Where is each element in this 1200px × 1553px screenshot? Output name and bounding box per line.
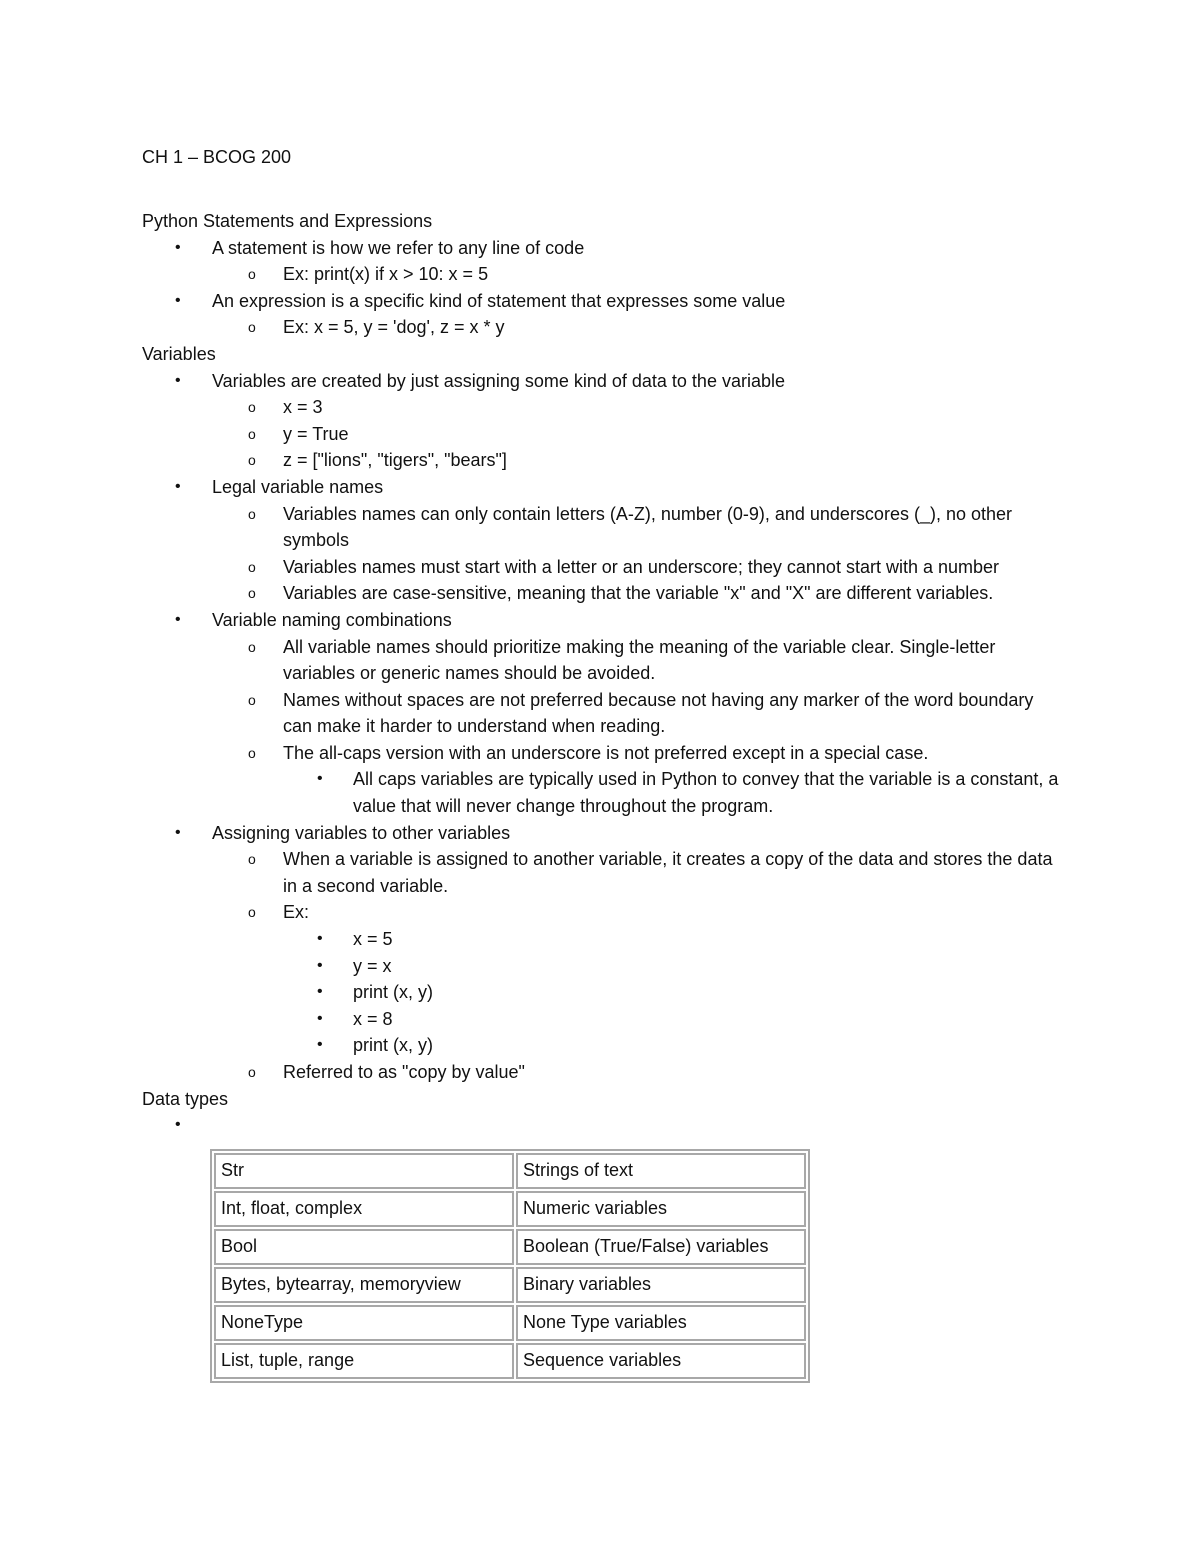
section-heading-statements: Python Statements and Expressions bbox=[142, 211, 433, 231]
document-body bbox=[142, 144, 1062, 1383]
list-item-text: Referred to as "copy by value" bbox=[283, 1062, 525, 1082]
table-row bbox=[214, 1305, 806, 1341]
circle-bullet-icon: o bbox=[248, 558, 256, 575]
list-item-text: Variables are created by just assigning some kind of data to the variable bbox=[212, 370, 785, 391]
table-cell-type: Int, float, complex bbox=[214, 1191, 514, 1227]
list-item bbox=[142, 368, 1062, 395]
list-item bbox=[142, 394, 1062, 421]
bullet-icon: • bbox=[175, 238, 181, 256]
list-item bbox=[142, 474, 1062, 501]
list-item bbox=[142, 1059, 1062, 1086]
list-item bbox=[142, 740, 1062, 767]
table-row bbox=[214, 1267, 806, 1303]
document-title: CH 1 – BCOG 200 bbox=[142, 147, 292, 167]
table-cell-type: NoneType bbox=[214, 1305, 514, 1341]
list-item-text: An expression is a specific kind of statement that expresses some value bbox=[212, 290, 786, 311]
list-item-text bbox=[212, 1115, 217, 1135]
circle-bullet-icon: o bbox=[248, 425, 256, 442]
list-item-text: y = x bbox=[353, 955, 392, 976]
table-cell-description: Binary variables bbox=[516, 1267, 806, 1303]
table-row bbox=[214, 1343, 806, 1379]
circle-bullet-icon: o bbox=[248, 399, 256, 416]
list-item bbox=[142, 820, 1062, 847]
circle-bullet-icon: o bbox=[248, 505, 256, 522]
bullet-icon: • bbox=[317, 1009, 323, 1027]
list-item-text: y = True bbox=[283, 423, 349, 444]
list-item-text: All caps variables are typically used in Python to convey that the variable is a constant, a value that will never change throughout the program. bbox=[353, 769, 1059, 817]
bullet-icon: • bbox=[175, 477, 181, 495]
list-item bbox=[142, 926, 1062, 953]
list-item bbox=[142, 766, 1062, 819]
list-item bbox=[142, 634, 1062, 687]
section-heading-datatypes: Data types bbox=[142, 1088, 229, 1109]
list-item-text: When a variable is assigned to another variable, it creates a copy of the data and stores the data in a second variable. bbox=[283, 849, 1053, 896]
list-item-text: Variables names must start with a letter or an underscore; they cannot start with a number bbox=[283, 556, 1000, 577]
list-item bbox=[142, 421, 1062, 448]
table-cell-description: None Type variables bbox=[516, 1305, 806, 1341]
list-item bbox=[142, 687, 1062, 740]
list-item-text: x = 8 bbox=[353, 1008, 393, 1029]
bullet-icon: • bbox=[317, 770, 323, 788]
table-row bbox=[214, 1191, 806, 1227]
table-cell-type: Str bbox=[214, 1153, 514, 1189]
circle-bullet-icon: o bbox=[248, 904, 256, 921]
list-item-text: Ex: bbox=[283, 902, 310, 923]
list-item bbox=[142, 1112, 1062, 1139]
list-item-text: Ex: print(x) if x > 10: x = 5 bbox=[283, 264, 489, 285]
bullet-icon: • bbox=[175, 823, 181, 841]
table-cell-description: Sequence variables bbox=[516, 1343, 806, 1379]
list-item bbox=[142, 846, 1062, 899]
bullet-icon: • bbox=[175, 610, 181, 628]
bullet-icon: • bbox=[175, 1116, 181, 1134]
bullet-icon: • bbox=[317, 1036, 323, 1054]
list-item-text: Variables names can only contain letters (A-Z), number (0-9), and underscores (_), no other symbols bbox=[283, 503, 1012, 551]
list-item-text: z = ["lions", "tigers", "bears"] bbox=[283, 450, 507, 471]
list-item bbox=[142, 554, 1062, 581]
table-row bbox=[214, 1229, 806, 1265]
table-row bbox=[214, 1153, 806, 1189]
list-item bbox=[142, 1006, 1062, 1033]
list-item bbox=[142, 899, 1062, 926]
list-item-text: Variables are case-sensitive, meaning that the variable "x" and "X" are different variables. bbox=[283, 583, 994, 604]
list-item-text: x = 5 bbox=[353, 929, 393, 950]
list-item-text: The all-caps version with an underscore is not preferred except in a special case. bbox=[283, 742, 929, 763]
list-item-text: Names without spaces are not preferred because not having any marker of the word boundary can make it harder to understand when reading. bbox=[283, 689, 1034, 737]
list-item bbox=[142, 953, 1062, 980]
list-item bbox=[142, 979, 1062, 1006]
bullet-icon: • bbox=[175, 371, 181, 389]
section-heading-variables: Variables bbox=[142, 343, 216, 364]
list-item bbox=[142, 607, 1062, 634]
list-item-text: Ex: x = 5, y = 'dog', z = x * y bbox=[283, 317, 505, 338]
list-item bbox=[142, 447, 1062, 474]
circle-bullet-icon: o bbox=[248, 691, 256, 708]
list-item-text: print (x, y) bbox=[353, 982, 434, 1003]
list-item-text: Variable naming combinations bbox=[212, 609, 452, 630]
circle-bullet-icon: o bbox=[248, 851, 256, 868]
list-item-text: x = 3 bbox=[283, 397, 323, 418]
table-cell-description: Numeric variables bbox=[516, 1191, 806, 1227]
circle-bullet-icon: o bbox=[248, 452, 256, 469]
list-item bbox=[142, 314, 1062, 341]
list-item-text: A statement is how we refer to any line of code bbox=[212, 237, 585, 258]
list-item bbox=[142, 580, 1062, 607]
table-cell-description: Boolean (True/False) variables bbox=[516, 1229, 806, 1265]
bullet-icon: • bbox=[317, 983, 323, 1001]
bullet-icon: • bbox=[317, 930, 323, 948]
list-item bbox=[142, 261, 1062, 288]
circle-bullet-icon: o bbox=[248, 319, 256, 336]
table-cell-type: Bytes, bytearray, memoryview bbox=[214, 1267, 514, 1303]
data-types-table bbox=[210, 1149, 810, 1383]
bullet-icon: • bbox=[317, 956, 323, 974]
list-item-text: Assigning variables to other variables bbox=[212, 822, 511, 843]
table-cell-type: Bool bbox=[214, 1229, 514, 1265]
bullet-icon: • bbox=[175, 291, 181, 309]
circle-bullet-icon: o bbox=[248, 638, 256, 655]
list-item bbox=[142, 1032, 1062, 1059]
circle-bullet-icon: o bbox=[248, 1064, 256, 1080]
circle-bullet-icon: o bbox=[248, 266, 256, 283]
circle-bullet-icon: o bbox=[248, 585, 256, 602]
circle-bullet-icon: o bbox=[248, 744, 256, 761]
list-item bbox=[142, 501, 1062, 554]
list-item bbox=[142, 235, 1062, 262]
list-item-text: All variable names should prioritize making the meaning of the variable clear. Single-letter variables or generic names should be avoided. bbox=[283, 636, 996, 684]
list-item bbox=[142, 288, 1062, 315]
list-item-text: print (x, y) bbox=[353, 1035, 434, 1056]
list-item-text: Legal variable names bbox=[212, 476, 384, 497]
table-cell-description: Strings of text bbox=[516, 1153, 806, 1189]
table-cell-type: List, tuple, range bbox=[214, 1343, 514, 1379]
